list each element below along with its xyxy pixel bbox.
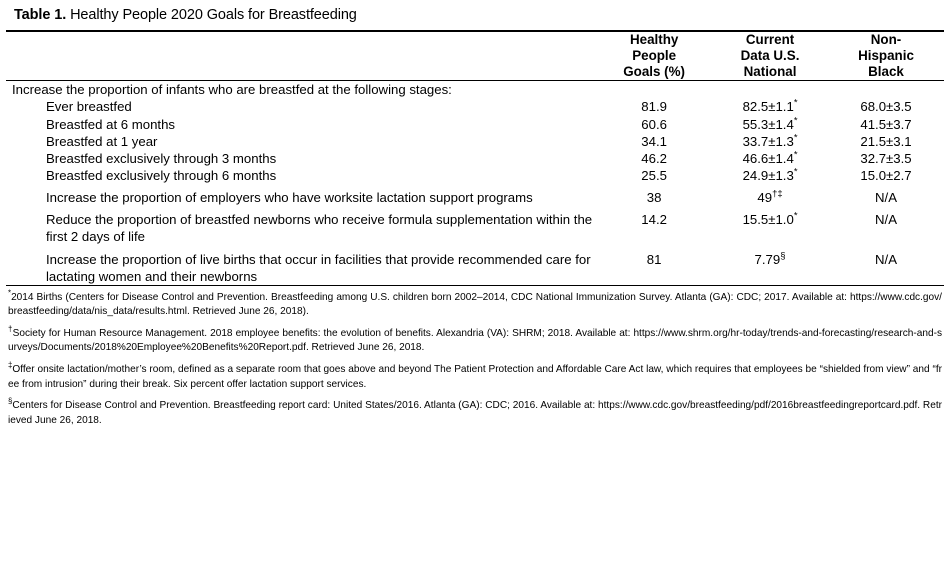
row-description: Ever breastfed — [46, 99, 132, 115]
cell-non-hispanic-black: 32.7±3.5 — [860, 150, 912, 166]
footnote-text: Society for Human Resource Management. 2018 employee benefits: the evolution of benefits. Alexandria (VA): SHRM; 2018. Available at: https://www.shrm.org/hr-today/trends-and-forecasting/research-and-surveys/Documents/2018%20Employee%20Benefits%20Report.pdf. Retrieved June 26, 2018. — [8, 328, 942, 354]
table-footnotes — [6, 286, 944, 428]
header-line: People — [632, 48, 677, 64]
row-description: Breastfed exclusively through 6 months — [46, 168, 277, 184]
cell-non-hispanic-black — [828, 81, 944, 98]
footnote-marker: ‡ — [8, 360, 13, 370]
row-description: Increase the proportion of live births that occur in facilities that provide recommended care for lactating women and their newborns — [46, 251, 591, 284]
header-line: Hispanic — [858, 48, 914, 64]
table-caption — [6, 0, 944, 30]
row-description: Breastfed exclusively through 3 months — [46, 150, 277, 166]
table-row — [6, 150, 944, 167]
page-title: Healthy People 2020 Goals for Breastfeeding — [70, 7, 357, 23]
table-row — [6, 246, 944, 285]
footnote-marker: * — [793, 115, 798, 127]
cell-healthy-people-goals — [596, 81, 712, 98]
cell-current-data-us-national: 49†‡ — [757, 188, 783, 206]
table-row — [6, 167, 944, 184]
footnote — [8, 324, 942, 356]
row-description: Increase the proportion of employers who have worksite lactation support programs — [46, 190, 533, 206]
header-line: National — [743, 64, 797, 80]
footnote-marker: * — [793, 98, 798, 109]
row-description: Breastfed at 1 year — [46, 133, 158, 149]
footnote-marker: * — [8, 288, 12, 298]
cell-healthy-people-goals: 60.6 — [641, 116, 667, 132]
cell-healthy-people-goals: 46.2 — [641, 150, 667, 166]
cell-healthy-people-goals: 38 — [646, 190, 662, 206]
cell-current-data-us-national: 15.5±1.0* — [742, 210, 798, 228]
cell-healthy-people-goals: 14.2 — [641, 212, 667, 228]
row-description: Increase the proportion of infants who are breastfed at the following stages: — [12, 82, 452, 98]
table-row — [6, 98, 944, 115]
footnote-marker: * — [793, 149, 798, 161]
header-line: Healthy — [629, 32, 679, 47]
header-line: Goals (%) — [623, 64, 686, 80]
table-row — [6, 133, 944, 150]
header-line: Current — [745, 32, 795, 47]
cell-current-data-us-national: 82.5±1.1* — [742, 98, 798, 115]
table-body — [6, 81, 944, 285]
footnote-marker: * — [793, 166, 798, 178]
row-description: Reduce the proportion of breastfed newborns who receive formula supplementation within the first 2 days of life — [46, 212, 593, 245]
cell-current-data-us-national: 46.6±1.4* — [742, 149, 798, 166]
table-row — [6, 184, 944, 206]
cell-non-hispanic-black: 15.0±2.7 — [860, 168, 912, 184]
cell-non-hispanic-black: 41.5±3.7 — [860, 116, 912, 132]
cell-non-hispanic-black: N/A — [875, 212, 897, 228]
row-description: Breastfed at 6 months — [46, 116, 176, 132]
cell-healthy-people-goals: 34.1 — [641, 133, 667, 149]
cell-current-data-us-national: 55.3±1.4* — [742, 115, 798, 132]
footnote — [8, 288, 942, 320]
table-row — [6, 206, 944, 245]
table-row — [6, 81, 944, 98]
footnote — [8, 360, 942, 392]
column-header-non-hispanic-black — [828, 32, 944, 80]
cell-healthy-people-goals: 25.5 — [641, 168, 667, 184]
column-header-healthy-people-goals — [596, 32, 712, 80]
footnote-marker: †‡ — [772, 188, 783, 200]
cell-current-data-us-national: 24.9±1.3* — [742, 166, 798, 184]
header-line: Black — [868, 64, 904, 80]
table-row — [6, 116, 944, 133]
footnote — [8, 399, 942, 428]
cell-non-hispanic-black: N/A — [875, 190, 897, 206]
column-header-current-data-us-national — [712, 32, 828, 80]
cell-current-data-us-national: 33.7±1.3* — [742, 132, 798, 149]
column-header-description — [6, 32, 596, 80]
header-line: Data U.S. — [740, 48, 800, 64]
header-line: Non- — [870, 32, 902, 47]
footnote-marker: § — [8, 397, 13, 407]
cell-healthy-people-goals: 81 — [646, 251, 662, 267]
cell-healthy-people-goals: 81.9 — [641, 99, 667, 115]
footnote-marker: * — [793, 132, 798, 144]
table-header — [6, 32, 944, 81]
footnote-text: 2014 Births (Centers for Disease Control and Prevention. Breastfeeding among U.S. children born 2002–2014, CDC National Immunization Survey. Atlanta (GA): CDC; 2017. Available at: https://www.cdc.gov/breastfeeding/data/nis_data/results.html. Retrieved June 26, 2018). — [8, 291, 942, 318]
table-header-row — [6, 32, 944, 80]
cell-non-hispanic-black: N/A — [875, 251, 897, 267]
cell-non-hispanic-black: 68.0±3.5 — [860, 99, 912, 115]
footnote-text: Centers for Disease Control and Prevention. Breastfeeding report card: United States/2016. Atlanta (GA): CDC; 2016. Available at: https://www.cdc.gov/breastfeeding/pdf/2016breastfeedingreportcard.pdf. Retrieved June 26, 2018. — [8, 400, 942, 426]
footnote-text: Offer onsite lactation/mother’s room, defined as a separate room that goes above and beyond The Patient Protection and Affordable Care Act law, which requires that employees be “shielded from view” and “free from intrusion” during their break. Six percent offer lactation support services. — [8, 364, 942, 390]
cell-non-hispanic-black: 21.5±3.1 — [860, 133, 912, 149]
footnote-marker: † — [8, 324, 13, 334]
cell-current-data-us-national — [712, 81, 828, 98]
healthy-people-goals-table — [6, 32, 944, 285]
cell-current-data-us-national: 7.79§ — [754, 250, 786, 267]
footnote-marker: * — [793, 210, 798, 222]
footnote-marker: § — [780, 250, 786, 262]
table-number: Table 1. — [14, 7, 67, 23]
